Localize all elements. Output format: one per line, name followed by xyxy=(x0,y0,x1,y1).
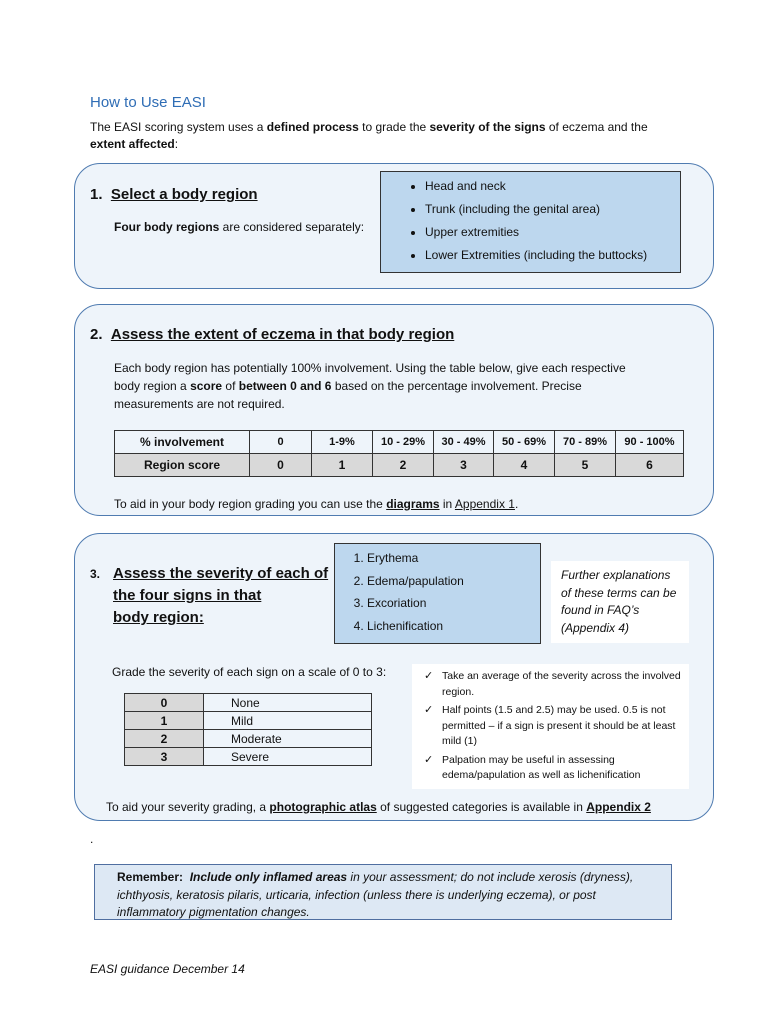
involvement-cell: 90 - 100% xyxy=(616,431,684,454)
signs-list xyxy=(335,547,540,637)
section-1-text: Four body regions are considered separately: xyxy=(114,220,365,234)
region-score-cell: 1 xyxy=(312,454,373,477)
intro-paragraph: The EASI scoring system uses a defined process to grade the severity of the signs of eczema and the extent affected: xyxy=(90,120,648,151)
tips-box xyxy=(412,664,689,789)
appendix-1-link[interactable]: Appendix 1 xyxy=(454,497,515,511)
involvement-table xyxy=(114,430,684,477)
sign-item: 2. Edema/papulation xyxy=(367,570,540,593)
signs-box xyxy=(334,543,541,644)
involvement-cell: 1-9% xyxy=(312,431,373,454)
severity-score: 3 xyxy=(125,748,204,766)
section-2-heading: 2. Assess the extent of eczema in that body region xyxy=(90,326,455,343)
severity-row xyxy=(125,712,372,730)
appendix-2-link[interactable]: Appendix 2 xyxy=(586,800,651,814)
section-2-aid-text: To aid in your body region grading you can use the diagrams in Appendix 1. xyxy=(114,497,519,511)
severity-row xyxy=(125,694,372,712)
section-1-heading: 1. Select a body region xyxy=(90,186,258,203)
further-explanations-note: Further explanations of these terms can be found in FAQ’s (Appendix 4) xyxy=(551,561,689,643)
grade-scale-text: Grade the severity of each sign on a scale of 0 to 3: xyxy=(112,665,387,679)
body-regions-list xyxy=(381,175,680,267)
tip-item xyxy=(420,753,681,784)
severity-row xyxy=(125,748,372,766)
body-region-item: • Upper extremities xyxy=(425,221,680,244)
section-3-heading: Assess the severity of each of the four signs in that body region: xyxy=(113,565,329,626)
section-3-number: 3. xyxy=(90,567,101,581)
checkmark-icon: ✓ xyxy=(424,704,434,716)
severity-score: 2 xyxy=(125,730,204,748)
photographic-atlas-link[interactable]: photographic atlas xyxy=(269,800,377,814)
involvement-cell: 70 - 89% xyxy=(555,431,616,454)
involvement-cell: 10 - 29% xyxy=(373,431,434,454)
region-score-cell: 4 xyxy=(494,454,555,477)
checkmark-icon: ✓ xyxy=(424,753,434,766)
involvement-cell: 30 - 49% xyxy=(434,431,494,454)
region-score-cell: 2 xyxy=(373,454,434,477)
section-3-aid-text: To aid your severity grading, a photographic atlas of suggested categories is available in Appendix 2 xyxy=(106,800,651,814)
involvement-cell: 0 xyxy=(250,431,312,454)
section-2-paragraph: Each body region has potentially 100% involvement. Using the table below, give each respective body region a score of between 0 and 6 based on the percentage involvement. Precise measurements are not required. xyxy=(114,361,626,411)
severity-score: 1 xyxy=(125,712,204,730)
severity-label: None xyxy=(204,694,372,712)
involvement-row-label: % involvement xyxy=(115,431,250,454)
footer-text: EASI guidance December 14 xyxy=(90,962,245,976)
tip-text: Half points (1.5 and 2.5) may be used. 0.5 is not permitted – if a sign is present it should be at least mild (1) xyxy=(442,704,676,747)
tip-text: Palpation may be useful in assessing edema/papulation as well as lichenification xyxy=(442,753,641,781)
region-score-cell: 5 xyxy=(555,454,616,477)
severity-label: Moderate xyxy=(204,730,372,748)
sign-item: 4. Lichenification xyxy=(367,615,540,638)
region-score-row xyxy=(115,454,684,477)
severity-row xyxy=(125,730,372,748)
tip-text: Take an average of the severity across the involved region. xyxy=(442,670,681,698)
body-regions-box xyxy=(380,171,681,273)
severity-scale-table xyxy=(124,693,372,766)
sign-item: 1. Erythema xyxy=(367,547,540,570)
tips-list xyxy=(420,669,681,784)
region-score-row-label: Region score xyxy=(115,454,250,477)
tip-item xyxy=(420,669,681,700)
body-region-item: • Lower Extremities (including the buttocks) xyxy=(425,244,680,267)
involvement-cell: 50 - 69% xyxy=(494,431,555,454)
region-score-cell: 6 xyxy=(616,454,684,477)
involvement-row xyxy=(115,431,684,454)
severity-label: Severe xyxy=(204,748,372,766)
checkmark-icon: ✓ xyxy=(424,670,434,682)
page-title: How to Use EASI xyxy=(90,94,206,111)
region-score-cell: 3 xyxy=(434,454,494,477)
body-region-item: • Trunk (including the genital area) xyxy=(425,198,680,221)
tip-item xyxy=(420,703,681,750)
severity-label: Mild xyxy=(204,712,372,730)
diagrams-link[interactable]: diagrams xyxy=(386,497,440,511)
body-region-item: • Head and neck xyxy=(425,175,680,198)
severity-score: 0 xyxy=(125,694,204,712)
region-score-cell: 0 xyxy=(250,454,312,477)
sign-item: 3. Excoriation xyxy=(367,592,540,615)
stray-dot: . xyxy=(90,832,94,846)
remember-box: Remember: Include only inflamed areas in your assessment; do not include xerosis (dryness), ichthyosis, keratosis pilaris, urticaria, infection (unless there is underlying eczema), or post inflammatory pigmentation changes. xyxy=(94,864,672,920)
